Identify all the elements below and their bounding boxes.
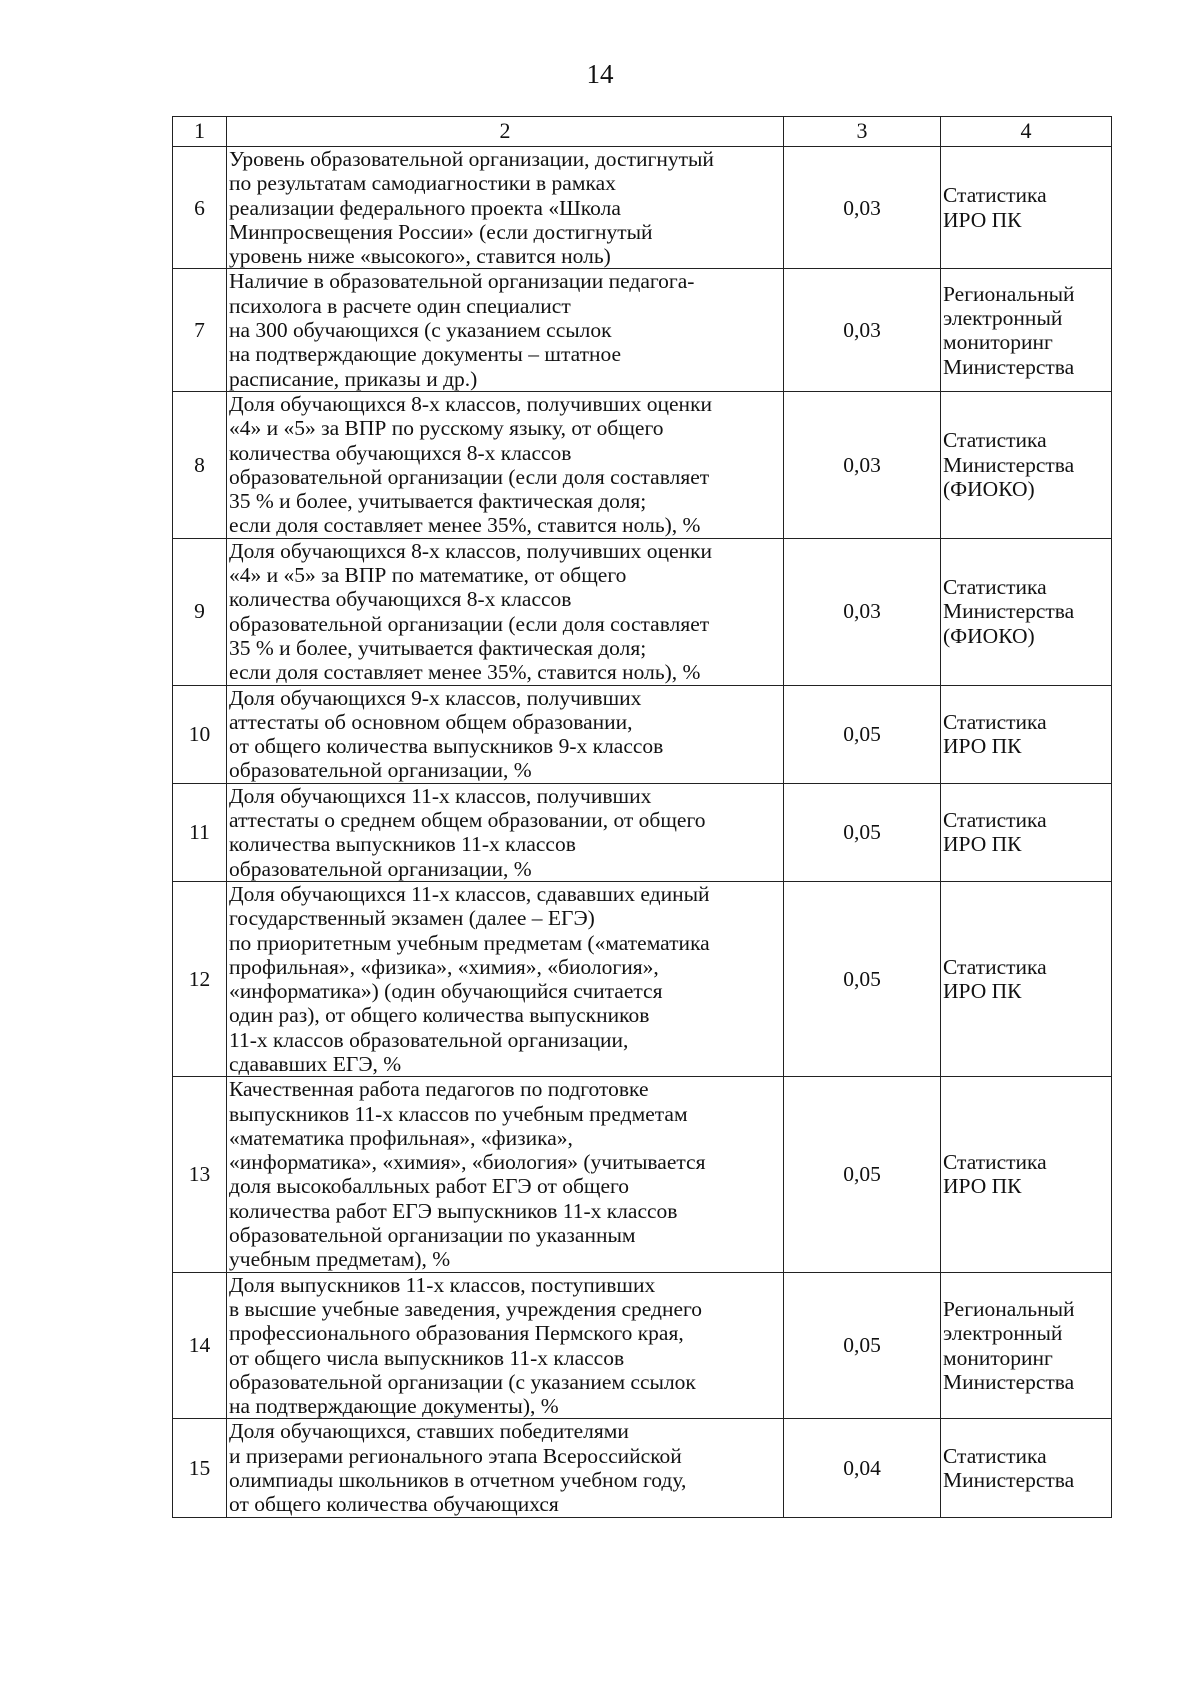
source-line: Министерства bbox=[943, 1369, 1075, 1394]
description-line: количества обучающихся 8-х классов bbox=[229, 587, 572, 612]
description-line: «4» и «5» за ВПР по математике, от общего bbox=[229, 563, 627, 588]
description-line: по приоритетным учебным предметам («математика bbox=[229, 930, 710, 955]
row-weight-cell: 0,04 bbox=[784, 1419, 941, 1517]
source-line: мониторинг bbox=[943, 1345, 1053, 1370]
description-line: Качественная работа педагогов по подготовке bbox=[229, 1077, 649, 1102]
source-line: Региональный bbox=[943, 281, 1075, 306]
description-line: один раз), от общего количества выпускников bbox=[229, 1003, 650, 1028]
source-line: Статистика bbox=[943, 183, 1047, 208]
source-line: Статистика bbox=[943, 954, 1047, 979]
table-row bbox=[173, 538, 1112, 685]
row-description-cell bbox=[227, 391, 784, 538]
row-source-cell bbox=[941, 1419, 1112, 1517]
description-line: реализации федерального проекта «Школа bbox=[229, 195, 621, 220]
source-line: (ФИОКО) bbox=[943, 477, 1035, 501]
source-line: ИРО ПК bbox=[943, 832, 1022, 857]
description-line: в высшие учебные заведения, учреждения среднего bbox=[229, 1296, 703, 1321]
table-row bbox=[173, 1272, 1112, 1419]
description-line: психолога в расчете один специалист bbox=[229, 293, 571, 318]
row-description-cell bbox=[227, 1077, 784, 1272]
description-line: по результатам самодиагностики в рамках bbox=[229, 171, 616, 196]
description-line: уровень ниже «высокого», ставится ноль) bbox=[229, 244, 611, 269]
row-source-cell bbox=[941, 1272, 1112, 1419]
description-line: Доля обучающихся 11-х классов, сдававших единый bbox=[229, 881, 710, 906]
description-line: от общего количества выпускников 9-х классов bbox=[229, 734, 664, 759]
description-line: Доля обучающихся 8-х классов, получивших оценки bbox=[229, 538, 713, 563]
table-row bbox=[173, 147, 1112, 269]
description-line: Доля обучающихся, ставших победителями bbox=[229, 1419, 629, 1444]
source-line: Статистика bbox=[943, 575, 1047, 600]
table-row bbox=[173, 1077, 1112, 1272]
description-line: от общего числа выпускников 11-х классов bbox=[229, 1345, 625, 1370]
source-line: Статистика bbox=[943, 1150, 1047, 1175]
row-number-cell: 9 bbox=[173, 538, 227, 685]
description-line: образовательной организации по указанным bbox=[229, 1223, 636, 1248]
description-line: аттестаты о среднем общем образовании, от общего bbox=[229, 808, 706, 833]
description-line: на 300 обучающихся (с указанием ссылок bbox=[229, 318, 612, 343]
source-line: ИРО ПК bbox=[943, 979, 1022, 1004]
header-cell-source: 4 bbox=[941, 117, 1112, 147]
row-source-cell bbox=[941, 1077, 1112, 1272]
description-line: если доля составляет менее 35%, ставится ноль), % bbox=[229, 513, 701, 538]
row-weight-cell: 0,05 bbox=[784, 783, 941, 881]
source-line: Статистика bbox=[943, 1443, 1047, 1468]
description-line: количества выпускников 11-х классов bbox=[229, 832, 576, 857]
source-line: ИРО ПК bbox=[943, 734, 1022, 759]
table-row bbox=[173, 391, 1112, 538]
row-weight-cell: 0,03 bbox=[784, 269, 941, 391]
description-line: «4» и «5» за ВПР по русскому языку, от общего bbox=[229, 416, 664, 441]
row-weight-cell: 0,05 bbox=[784, 1077, 941, 1272]
row-source-cell bbox=[941, 147, 1112, 269]
source-line: Министерства bbox=[943, 599, 1075, 624]
description-line: государственный экзамен (далее – ЕГЭ) bbox=[229, 906, 595, 931]
row-source-cell bbox=[941, 538, 1112, 685]
description-line: от общего количества обучающихся bbox=[229, 1492, 559, 1517]
description-line: на подтверждающие документы), % bbox=[229, 1394, 559, 1419]
row-source-cell bbox=[941, 391, 1112, 538]
row-source-cell bbox=[941, 269, 1112, 391]
row-number-cell: 12 bbox=[173, 881, 227, 1076]
table-row bbox=[173, 881, 1112, 1076]
description-line: «информатика») (один обучающийся считается bbox=[229, 979, 663, 1004]
source-line: Статистика bbox=[943, 709, 1047, 734]
source-line: электронный bbox=[943, 305, 1063, 330]
description-line: сдававших ЕГЭ, % bbox=[229, 1051, 402, 1076]
description-line: профессионального образования Пермского края, bbox=[229, 1321, 684, 1346]
description-line: образовательной организации (если доля составляет bbox=[229, 611, 710, 636]
description-line: образовательной организации, % bbox=[229, 758, 532, 783]
description-line: аттестаты об основном общем образовании, bbox=[229, 709, 633, 734]
page-number: 14 bbox=[586, 59, 614, 89]
table-row bbox=[173, 783, 1112, 881]
description-line: Наличие в образовательной организации педагога- bbox=[229, 269, 695, 294]
description-line: Минпросвещения России» (если достигнутый bbox=[229, 219, 653, 244]
source-line: Статистика bbox=[943, 428, 1047, 453]
source-line: Министерства bbox=[943, 452, 1075, 477]
table-row bbox=[173, 685, 1112, 783]
description-line: 35 % и более, учитывается фактическая доля; bbox=[229, 489, 647, 514]
source-line: Статистика bbox=[943, 808, 1047, 833]
criteria-table bbox=[172, 116, 1112, 1518]
description-line: Доля выпускников 11-х классов, поступивших bbox=[229, 1272, 656, 1297]
row-weight-cell: 0,03 bbox=[784, 391, 941, 538]
row-weight-cell: 0,05 bbox=[784, 685, 941, 783]
row-description-cell bbox=[227, 685, 784, 783]
row-description-cell bbox=[227, 147, 784, 269]
row-number-cell: 7 bbox=[173, 269, 227, 391]
header-cell-number: 1 bbox=[173, 117, 227, 147]
row-description-cell bbox=[227, 783, 784, 881]
description-line: доля высокобалльных работ ЕГЭ от общего bbox=[229, 1174, 630, 1199]
source-line: ИРО ПК bbox=[943, 1174, 1022, 1199]
description-line: 11-х классов образовательной организации, bbox=[229, 1027, 629, 1052]
description-line: расписание, приказы и др.) bbox=[229, 366, 478, 391]
description-line: если доля составляет менее 35%, ставится ноль), % bbox=[229, 660, 701, 685]
description-line: «математика профильная», «физика», bbox=[229, 1125, 573, 1150]
header-cell-description: 2 bbox=[227, 117, 784, 147]
description-line: на подтверждающие документы – штатное bbox=[229, 342, 622, 367]
source-line: мониторинг bbox=[943, 330, 1053, 355]
row-weight-cell: 0,05 bbox=[784, 1272, 941, 1419]
table-header-row bbox=[173, 117, 1112, 147]
source-line: (ФИОКО) bbox=[943, 623, 1035, 648]
row-number-cell: 6 bbox=[173, 147, 227, 269]
description-line: олимпиады школьников в отчетном учебном году, bbox=[229, 1468, 687, 1493]
row-source-cell bbox=[941, 783, 1112, 881]
description-line: и призерами регионального этапа Всероссийской bbox=[229, 1443, 682, 1468]
row-number-cell: 11 bbox=[173, 783, 227, 881]
row-number-cell: 15 bbox=[173, 1419, 227, 1517]
row-number-cell: 10 bbox=[173, 685, 227, 783]
row-number-cell: 8 bbox=[173, 391, 227, 538]
description-line: Доля обучающихся 8-х классов, получивших оценки bbox=[229, 391, 713, 416]
description-line: количества обучающихся 8-х классов bbox=[229, 440, 572, 465]
row-description-cell bbox=[227, 881, 784, 1076]
row-description-cell bbox=[227, 1272, 784, 1419]
description-line: Доля обучающихся 11-х классов, получивших bbox=[229, 783, 652, 808]
row-source-cell bbox=[941, 685, 1112, 783]
description-line: Доля обучающихся 9-х классов, получивших bbox=[229, 685, 642, 710]
row-weight-cell: 0,03 bbox=[784, 147, 941, 269]
row-source-cell bbox=[941, 881, 1112, 1076]
description-line: образовательной организации (если доля составляет bbox=[229, 464, 710, 489]
table-row bbox=[173, 269, 1112, 391]
source-line: ИРО ПК bbox=[943, 207, 1022, 232]
description-line: «информатика», «химия», «биология» (учитывается bbox=[229, 1150, 706, 1175]
description-line: выпускников 11-х классов по учебным предметам bbox=[229, 1101, 688, 1126]
source-line: Министерства bbox=[943, 354, 1075, 379]
row-weight-cell: 0,05 bbox=[784, 881, 941, 1076]
header-cell-weight: 3 bbox=[784, 117, 941, 147]
row-description-cell bbox=[227, 269, 784, 391]
description-line: количества работ ЕГЭ выпускников 11-х классов bbox=[229, 1198, 678, 1223]
description-line: профильная», «физика», «химия», «биология», bbox=[229, 954, 659, 979]
description-line: учебным предметам), % bbox=[229, 1247, 451, 1272]
row-number-cell: 13 bbox=[173, 1077, 227, 1272]
source-line: электронный bbox=[943, 1321, 1063, 1346]
row-description-cell bbox=[227, 1419, 784, 1517]
source-line: Региональный bbox=[943, 1296, 1075, 1321]
table-row bbox=[173, 1419, 1112, 1517]
description-line: образовательной организации (с указанием ссылок bbox=[229, 1369, 696, 1394]
source-line: Министерства bbox=[943, 1468, 1075, 1493]
description-line: Уровень образовательной организации, достигнутый bbox=[229, 147, 714, 171]
row-number-cell: 14 bbox=[173, 1272, 227, 1419]
row-weight-cell: 0,03 bbox=[784, 538, 941, 685]
row-description-cell bbox=[227, 538, 784, 685]
description-line: образовательной организации, % bbox=[229, 856, 532, 881]
description-line: 35 % и более, учитывается фактическая доля; bbox=[229, 635, 647, 660]
